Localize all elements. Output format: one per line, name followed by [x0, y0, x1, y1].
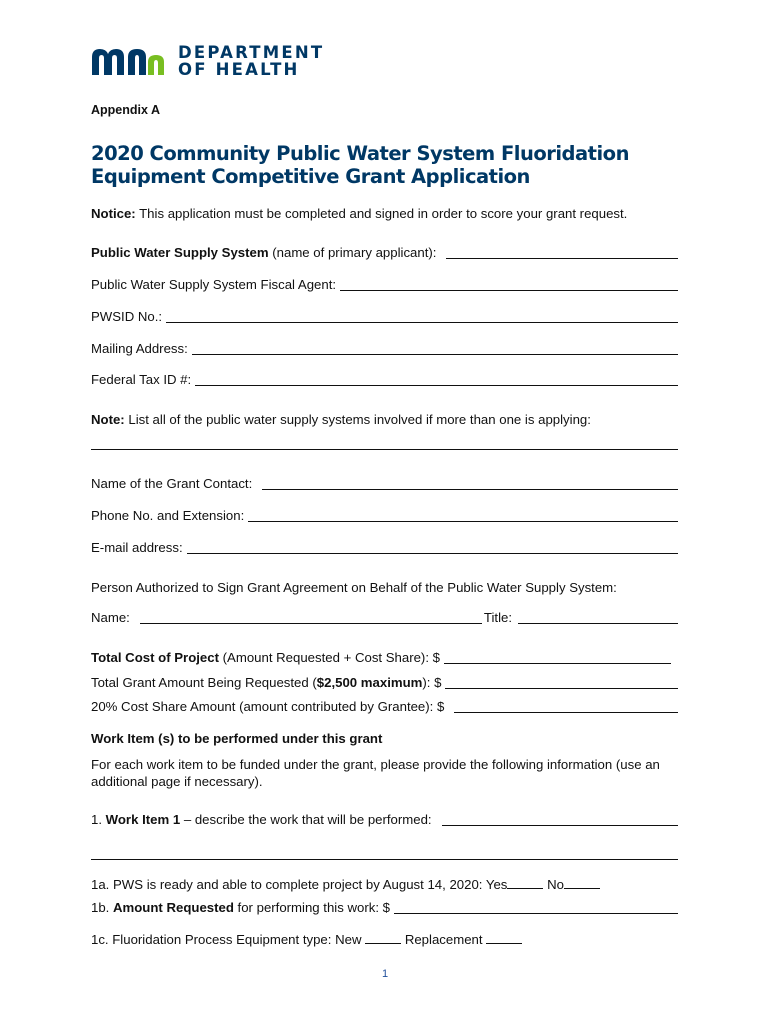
notice-text: [91, 205, 681, 222]
mn-logo-icon: [90, 45, 170, 77]
total-cost-input-line[interactable]: [444, 662, 671, 664]
question-1c-replacement-label: Replacement: [401, 932, 483, 947]
work-item-intro: For each work item to be funded under the grant, please provide the following information (use an additional page if necessary).: [91, 757, 660, 789]
notice-bold: Notice:: [91, 206, 136, 221]
authorized-title-input-line[interactable]: [518, 622, 678, 624]
question-1b-label-bold: Amount Requested: [113, 900, 234, 915]
tax-id-label: Federal Tax ID #:: [91, 372, 192, 387]
fiscal-agent-field[interactable]: [91, 277, 678, 293]
phone-label: Phone No. and Extension:: [91, 508, 245, 523]
email-field[interactable]: [91, 540, 678, 556]
note-body: List all of the public water supply systems involved if more than one is applying:: [124, 412, 591, 427]
note-text: [91, 411, 681, 428]
authorized-name-input-line[interactable]: [140, 622, 482, 624]
grant-contact-input-line[interactable]: [262, 488, 678, 490]
question-1b-number: 1b.: [91, 900, 113, 915]
question-1c-replacement-blank[interactable]: [486, 931, 522, 944]
authorized-name-title-field[interactable]: [91, 610, 678, 626]
authorized-name-label: Name:: [91, 610, 130, 625]
question-1a-yes-blank[interactable]: [507, 876, 543, 889]
pws-system-field[interactable]: [91, 245, 678, 261]
work-item-1-label-bold: Work Item 1: [105, 812, 181, 827]
question-1c-label: 1c. Fluoridation Process Equipment type: New: [91, 932, 362, 947]
question-1a-no-label: No: [543, 877, 564, 892]
question-1b-input-line[interactable]: [394, 912, 678, 914]
total-cost-label-bold: Total Cost of Project: [91, 650, 219, 665]
work-item-1-field[interactable]: [91, 812, 678, 828]
page-title: 2020 Community Public Water System Fluoridation Equipment Competitive Grant Application: [91, 142, 629, 188]
logo-of-health-text: OF HEALTH: [178, 60, 300, 79]
question-1b-label-rest: for performing this work: $: [233, 900, 390, 915]
work-item-1-label-rest: – describe the work that will be performed:: [180, 812, 432, 827]
question-1a-label: 1a. PWS is ready and able to complete project by August 14, 2020: Yes: [91, 877, 508, 892]
grant-contact-label: Name of the Grant Contact:: [91, 476, 253, 491]
tax-id-input-line[interactable]: [195, 384, 678, 386]
pwsid-label: PWSID No.:: [91, 309, 163, 324]
total-cost-field[interactable]: [91, 650, 671, 666]
work-item-heading: Work Item (s) to be performed under this grant: [91, 731, 383, 746]
cost-share-input-line[interactable]: [454, 711, 678, 713]
total-cost-label-rest: (Amount Requested + Cost Share): $: [218, 650, 440, 665]
grant-amount-label-pre: Total Grant Amount Being Requested (: [91, 675, 317, 690]
page-number: 1: [381, 968, 389, 980]
question-1b-field[interactable]: [91, 900, 678, 916]
question-1a-no-blank[interactable]: [564, 876, 600, 889]
email-label: E-mail address:: [91, 540, 183, 555]
work-item-1-second-line[interactable]: [91, 859, 678, 860]
grant-amount-field[interactable]: [91, 675, 678, 691]
authorized-heading: Person Authorized to Sign Grant Agreement on Behalf of the Public Water Supply System:: [91, 580, 617, 595]
mailing-address-field[interactable]: [91, 341, 678, 357]
systems-list-input-line[interactable]: [91, 449, 678, 450]
tax-id-field[interactable]: [91, 372, 678, 388]
authorized-title-label: Title:: [483, 610, 512, 625]
cost-share-field[interactable]: [91, 699, 678, 715]
work-item-1-input-line[interactable]: [442, 824, 678, 826]
cost-share-label: 20% Cost Share Amount (amount contributed by Grantee): $: [91, 699, 445, 714]
question-1c-new-blank[interactable]: [365, 931, 401, 944]
work-item-1-number: 1.: [91, 812, 106, 827]
question-1c: [91, 931, 681, 948]
mn-health-logo: [90, 44, 324, 78]
phone-field[interactable]: [91, 508, 678, 524]
note-bold: Note:: [91, 412, 125, 427]
mailing-address-label: Mailing Address:: [91, 341, 188, 356]
pws-system-label-rest: (name of primary applicant):: [268, 245, 437, 260]
grant-amount-input-line[interactable]: [445, 687, 678, 689]
mailing-address-input-line[interactable]: [192, 353, 678, 355]
appendix-label: Appendix A: [91, 103, 160, 117]
pwsid-input-line[interactable]: [166, 321, 678, 323]
fiscal-agent-label: Public Water Supply System Fiscal Agent:: [91, 277, 337, 292]
phone-input-line[interactable]: [248, 520, 678, 522]
fiscal-agent-input-line[interactable]: [340, 289, 678, 291]
pwsid-field[interactable]: [91, 309, 678, 325]
pws-system-input-line[interactable]: [446, 257, 678, 259]
grant-amount-label-post: ): $: [422, 675, 442, 690]
notice-body: This application must be completed and signed in order to score your grant request.: [135, 206, 628, 221]
question-1a: [91, 876, 681, 893]
pws-system-label-bold: Public Water Supply System: [91, 245, 269, 260]
grant-amount-label-bold: $2,500 maximum: [316, 675, 423, 690]
grant-contact-field[interactable]: [91, 476, 678, 492]
email-input-line[interactable]: [187, 552, 678, 554]
logo-department-text: DEPARTMENT: [178, 43, 325, 62]
